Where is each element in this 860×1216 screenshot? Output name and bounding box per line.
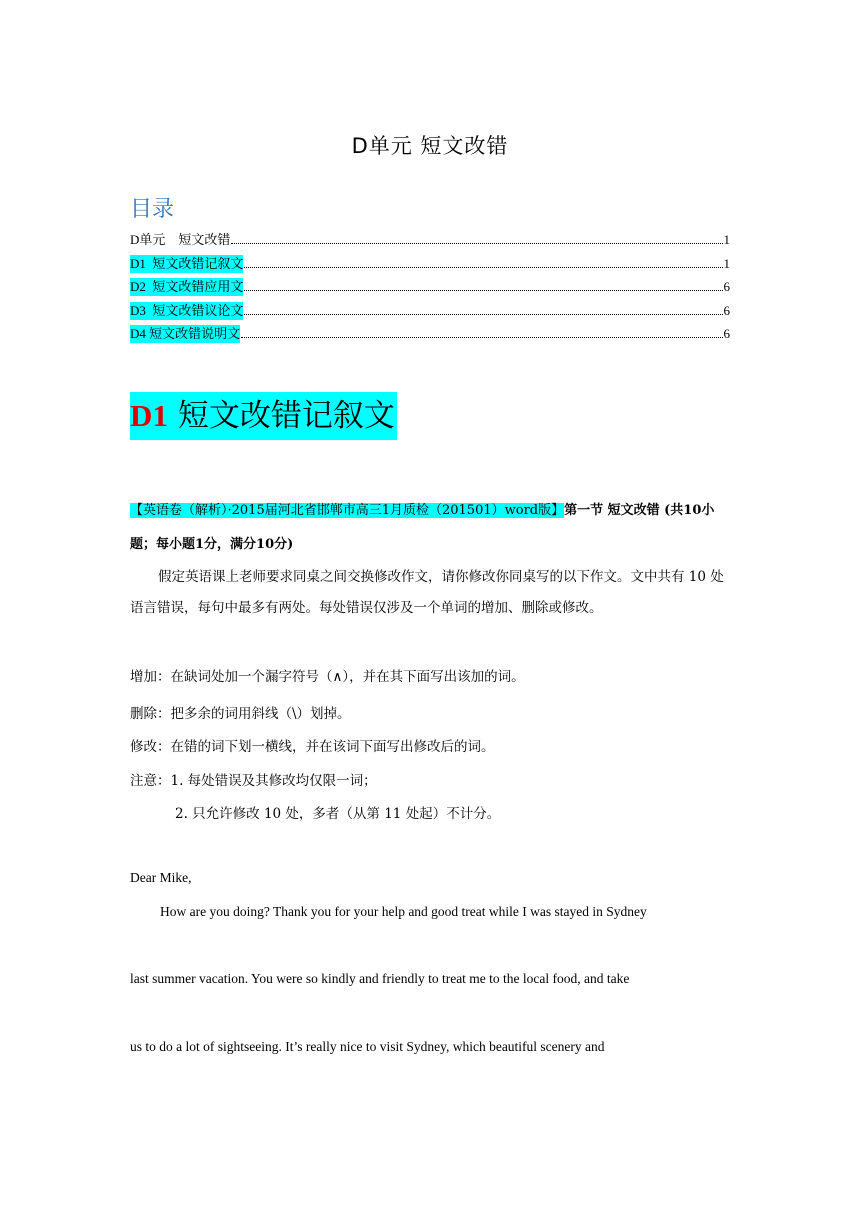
toc-heading: 目录 — [130, 197, 175, 222]
toc-entry-page: 1 — [723, 255, 730, 271]
source-reference: 【英语卷（解析）·2015届河北省邯郸市高三1月质检（201501）word版】 — [130, 503, 565, 518]
table-of-contents — [130, 231, 730, 349]
question-source — [130, 494, 732, 562]
toc-entry-page: 6 — [723, 326, 730, 341]
toc-entry-label: D1 短文改错记叙文 — [130, 255, 244, 271]
toc-entry-unit[interactable] — [130, 231, 730, 255]
toc-leader-dots — [241, 336, 722, 338]
instruction-delete: 删除：把多余的词用斜线（\）划掉。 — [130, 706, 351, 722]
toc-entry-page: 6 — [723, 302, 730, 318]
letter-line: us to do a lot of sightseeing. It’s really nice to visit Sydney, which beautiful scenery and — [130, 1039, 605, 1054]
toc-leader-dots — [244, 266, 722, 268]
instruction-modify: 修改：在错的词下划一横线，并在该词下面写出修改后的词。 — [130, 739, 495, 755]
letter-line: How are you doing? Thank you for your help and good treat while I was stayed in Sydney — [160, 904, 647, 919]
unit-title: D单元 短文改错 — [351, 134, 509, 158]
instruction-note-1: 注意：1. 每处错误及其修改均仅限一词； — [130, 773, 377, 789]
toc-entry-label: D2 短文改错应用文 — [130, 279, 244, 294]
toc-entry-d3[interactable] — [130, 302, 730, 326]
instruction-note-2: 2. 只允许修改 10 处，多者（从第 11 处起）不计分。 — [175, 806, 501, 822]
toc-leader-dots — [231, 242, 722, 244]
toc-entry-page: 1 — [723, 232, 730, 247]
toc-entry-label: D单元 短文改错 — [130, 232, 231, 247]
source-section-title: 第一节 短文改错 (共10小题；每小题1分，满分10分) — [130, 503, 715, 552]
instructions-intro: 假定英语课上老师要求同桌之间交换修改作文，请你修改你同桌写的以下作文。文中共有 10 处语言错误，每句中最多有两处。每处错误仅涉及一个单词的增加、删除或修改。 — [130, 569, 724, 616]
section-code: D1 — [130, 398, 168, 433]
section-heading — [130, 392, 397, 440]
toc-entry-d1[interactable] — [130, 255, 730, 279]
letter-line: last summer vacation. You were so kindly and friendly to treat me to the local food, and take — [130, 971, 630, 986]
toc-entry-d2[interactable] — [130, 278, 730, 302]
instruction-add: 增加：在缺词处加一个漏字符号（∧），并在其下面写出该加的词。 — [130, 669, 525, 685]
toc-entry-d4[interactable] — [130, 325, 730, 349]
toc-leader-dots — [244, 289, 722, 291]
toc-entry-label: D4 短文改错说明文 — [130, 326, 241, 341]
toc-entry-label: D3 短文改错议论文 — [130, 302, 244, 318]
section-name: 短文改错记叙文 — [177, 398, 395, 434]
letter-salutation: Dear Mike, — [130, 870, 192, 885]
toc-entry-page: 6 — [723, 279, 730, 294]
toc-leader-dots — [244, 313, 722, 315]
